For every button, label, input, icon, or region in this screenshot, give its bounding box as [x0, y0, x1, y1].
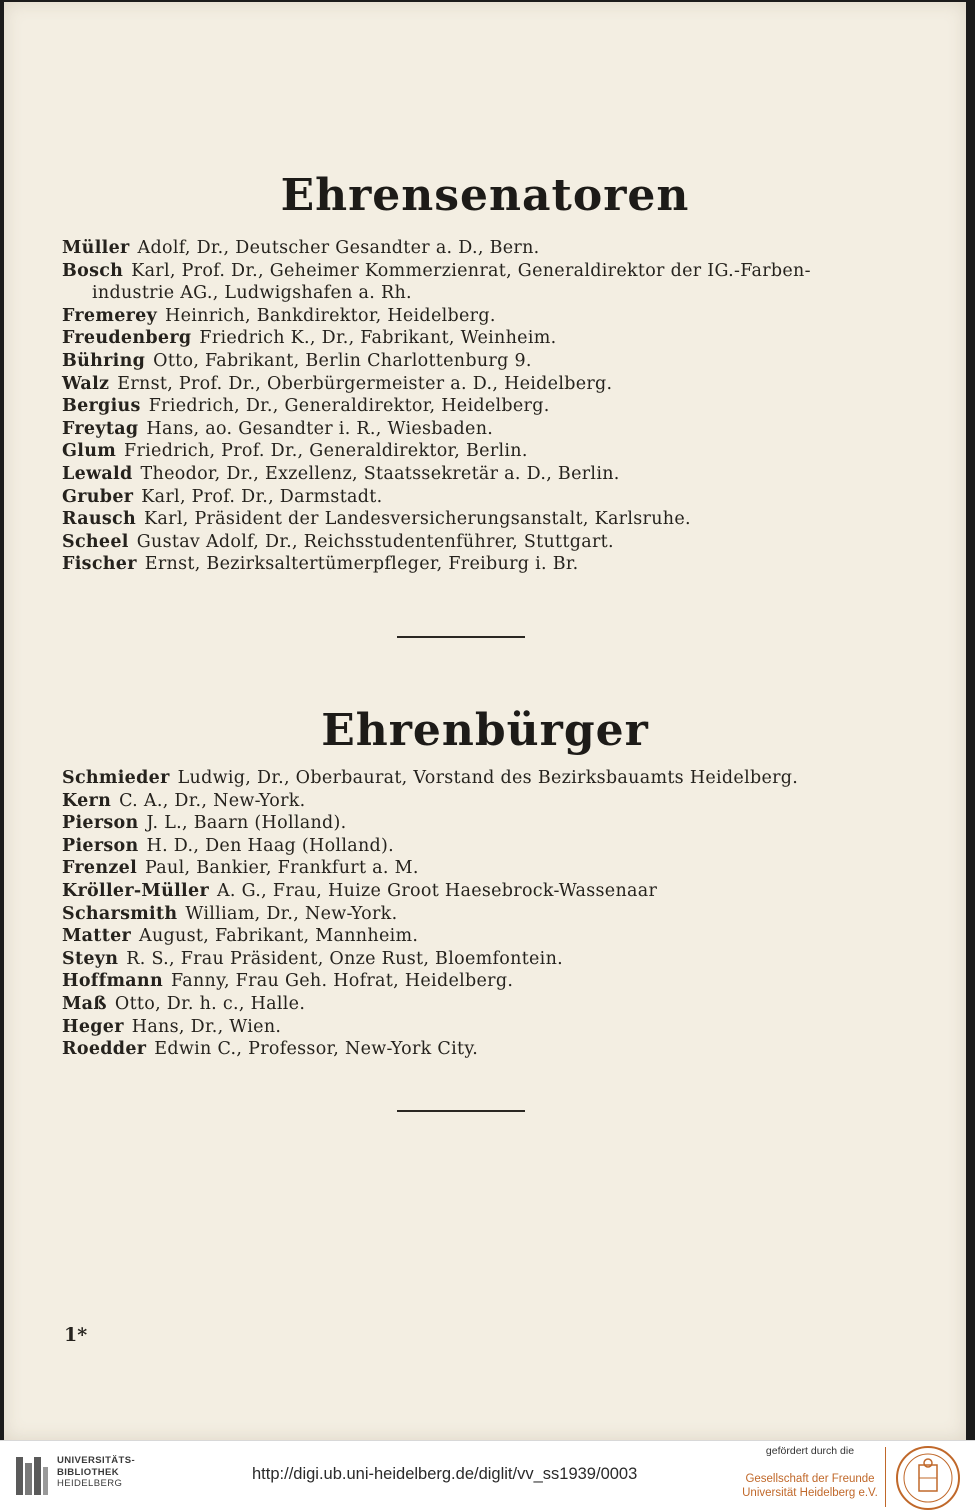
entry-details: Edwin C., Professor, New-York City. [154, 1039, 479, 1060]
entry-details: Friedrich K., Dr., Fabrikant, Weinheim. [199, 328, 557, 349]
entry-details: Karl, Prof. Dr., Geheimer Kommerzienrat, Generaldirektor der IG.-Farben- [131, 260, 811, 281]
entry-details: Friedrich, Dr., Generaldirektor, Heidelberg. [148, 396, 550, 417]
list-item [62, 812, 922, 835]
list-item [62, 418, 922, 441]
entry-name: Kern [62, 790, 112, 811]
list-item [62, 993, 922, 1016]
ehrensenatoren-list [62, 237, 922, 576]
document-url-link[interactable]: http://digi.ub.uni-heidelberg.de/diglit/vv_ss1939/0003 [252, 1465, 638, 1483]
section-title-ehrenbuerger: Ehrenbürger [321, 705, 649, 756]
library-name: UNIVERSITÄTS- BIBLIOTHEK HEIDELBERG [57, 1455, 136, 1489]
entry-name: Kröller-Müller [62, 880, 209, 901]
entry-name: Rausch [62, 509, 137, 530]
entry-details: Ludwig, Dr., Oberbaurat, Vorstand des Bezirksbauamts Heidelberg. [177, 768, 799, 788]
entry-name: Maß [62, 993, 107, 1014]
entry-details-continued: industrie AG., Ludwigshafen a. Rh. [92, 283, 412, 304]
sponsor-name-line-1: Gesellschaft der Freunde [745, 1473, 875, 1485]
entry-details: J. L., Baarn (Holland). [146, 813, 347, 834]
entry-details: Gustav Adolf, Dr., Reichsstudentenführer, Stuttgart. [136, 531, 614, 552]
entry-name: Bühring [62, 350, 146, 371]
entry-details: Ernst, Prof. Dr., Oberbürgermeister a. D., Heidelberg. [117, 373, 613, 394]
entry-details: Theodor, Dr., Exzellenz, Staatssekretär a. D., Berlin. [140, 463, 620, 484]
entry-details: Hans, Dr., Wien. [131, 1016, 282, 1037]
university-seal-icon [895, 1445, 961, 1511]
entry-details: Hans, ao. Gesandter i. R., Wiesbaden. [146, 418, 494, 439]
end-divider [397, 1110, 525, 1112]
entry-details: Adolf, Dr., Deutscher Gesandter a. D., Bern. [137, 238, 540, 258]
entry-details: Fanny, Frau Geh. Hofrat, Heidelberg. [170, 971, 514, 992]
entry-name: Freytag [62, 418, 139, 439]
list-item [62, 790, 922, 813]
sponsor-block [740, 1445, 880, 1500]
entry-name: Matter [62, 926, 132, 947]
entry-details: Heinrich, Bankdirektor, Heidelberg. [165, 305, 496, 326]
entry-details: Karl, Prof. Dr., Darmstadt. [141, 486, 383, 507]
list-item [62, 350, 922, 373]
entry-name: Bosch [62, 260, 124, 281]
entry-name: Fischer [62, 554, 137, 575]
list-item [62, 463, 922, 486]
list-item [62, 880, 922, 903]
entry-name: Pierson [62, 835, 139, 856]
entry-name: Hoffmann [62, 971, 163, 992]
entry-name: Bergius [62, 396, 141, 417]
university-library-logo-icon [14, 1453, 50, 1499]
entry-details: William, Dr., New-York. [185, 903, 398, 924]
list-item [62, 373, 922, 396]
list-item [62, 260, 922, 305]
list-item [62, 903, 922, 926]
entry-details: Otto, Dr. h. c., Halle. [114, 993, 306, 1014]
scanned-page [4, 2, 966, 1440]
list-item [62, 508, 922, 531]
list-item [62, 767, 922, 790]
list-item [62, 531, 922, 554]
entry-name: Walz [62, 373, 110, 394]
entry-name: Glum [62, 441, 117, 462]
footer-divider [885, 1447, 886, 1507]
entry-details: August, Fabrikant, Mannheim. [139, 926, 419, 947]
entry-name: Roedder [62, 1039, 147, 1060]
entry-details: Otto, Fabrikant, Berlin Charlottenburg 9. [153, 350, 532, 371]
sponsor-name-line-2: Universität Heidelberg e.V. [742, 1487, 878, 1499]
entry-details: Karl, Präsident der Landesversicherungsanstalt, Karlsruhe. [144, 509, 691, 530]
list-item [62, 835, 922, 858]
entry-name: Schmieder [62, 768, 170, 788]
list-item [62, 553, 922, 576]
list-item [62, 486, 922, 509]
entry-name: Steyn [62, 948, 119, 969]
entry-name: Frenzel [62, 858, 138, 879]
list-item [62, 857, 922, 880]
entry-name: Scheel [62, 531, 129, 552]
entry-name: Fremerey [62, 305, 158, 326]
list-item [62, 948, 922, 971]
entry-details: H. D., Den Haag (Holland). [146, 835, 395, 856]
list-item [62, 395, 922, 418]
list-item [62, 305, 922, 328]
entry-name: Pierson [62, 813, 139, 834]
footer-bar [0, 1440, 975, 1512]
list-item [62, 970, 922, 993]
ehrenbuerger-list [62, 767, 922, 1061]
entry-details: C. A., Dr., New-York. [119, 790, 306, 811]
list-item [62, 327, 922, 350]
entry-details: Ernst, Bezirksaltertümerpfleger, Freiburg i. Br. [144, 554, 579, 575]
entry-name: Gruber [62, 486, 134, 507]
list-item [62, 1038, 922, 1061]
list-item [62, 440, 922, 463]
entry-details: R. S., Frau Präsident, Onze Rust, Bloemfontein. [126, 948, 564, 969]
section-divider [397, 636, 525, 638]
entry-details: Friedrich, Prof. Dr., Generaldirektor, Berlin. [124, 441, 528, 462]
entry-name: Scharsmith [62, 903, 178, 924]
page-signature-mark: 1* [64, 1324, 88, 1346]
entry-name: Freudenberg [62, 328, 192, 349]
section-title-ehrensenatoren: Ehrensenatoren [280, 170, 690, 221]
list-item [62, 1016, 922, 1039]
sponsor-caption: gefördert durch die [765, 1445, 855, 1457]
list-item [62, 925, 922, 948]
entry-name: Müller [62, 238, 130, 258]
entry-name: Lewald [62, 463, 133, 484]
entry-details: Paul, Bankier, Frankfurt a. M. [145, 858, 419, 879]
list-item [62, 237, 922, 260]
entry-name: Heger [62, 1016, 124, 1037]
entry-details: A. G., Frau, Huize Groot Haesebrock-Wassenaar [216, 880, 658, 901]
